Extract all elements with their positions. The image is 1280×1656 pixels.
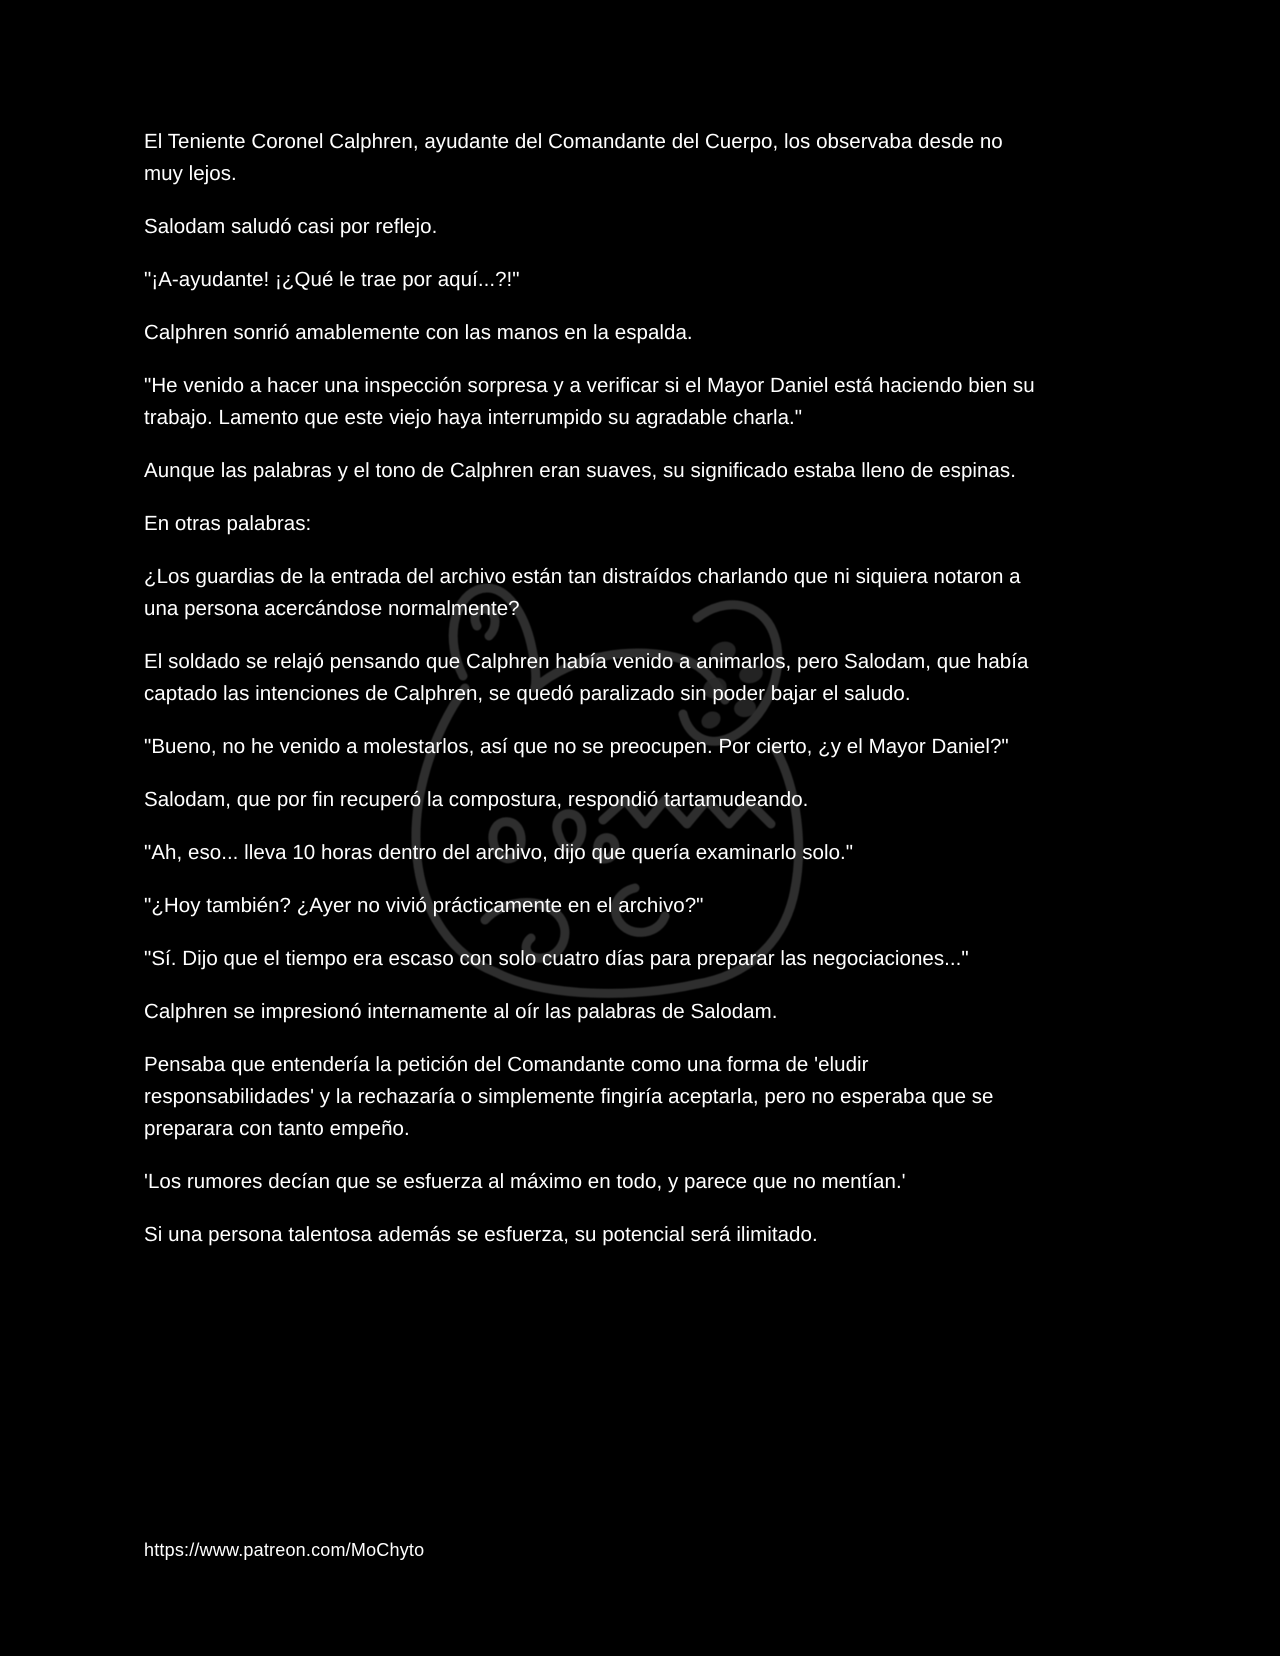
- paragraph: 'Los rumores decían que se esfuerza al máximo en todo, y parece que no mentían.': [144, 1170, 906, 1193]
- paragraph: "Bueno, no he venido a molestarlos, así que no se preocupen. Por cierto, ¿y el Mayor Daniel?": [144, 735, 1009, 758]
- paragraph: "He venido a hacer una inspección sorpresa y a verificar si el Mayor Daniel está haciendo bien su trabajo. Lamento que este viejo haya interrumpido su agradable charla.": [144, 374, 1035, 429]
- paragraph: "¡A-ayudante! ¡¿Qué le trae por aquí...?!": [144, 268, 520, 291]
- paragraph: Pensaba que entendería la petición del Comandante como una forma de 'eludir responsabilidades' y la rechazaría o simplemente fingiría aceptarla, pero no esperaba que se preparara con tanto empeño.: [144, 1053, 994, 1140]
- story-text-column: [144, 126, 1044, 1272]
- paragraph: "Ah, eso... lleva 10 horas dentro del archivo, dijo que quería examinarlo solo.": [144, 841, 854, 864]
- paragraph: Salodam, que por fin recuperó la compostura, respondió tartamudeando.: [144, 788, 809, 811]
- paragraph: Calphren se impresionó internamente al oír las palabras de Salodam.: [144, 1000, 778, 1023]
- paragraph: El Teniente Coronel Calphren, ayudante del Comandante del Cuerpo, los observaba desde no muy lejos.: [144, 130, 1003, 185]
- paragraph: Si una persona talentosa además se esfuerza, su potencial será ilimitado.: [144, 1223, 818, 1246]
- paragraph: ¿Los guardias de la entrada del archivo están tan distraídos charlando que ni siquiera notaron a una persona acercándose normalmente?: [144, 565, 1021, 620]
- paragraph: Aunque las palabras y el tono de Calphren eran suaves, su significado estaba lleno de espinas.: [144, 459, 1016, 482]
- paragraph: Calphren sonrió amablemente con las manos en la espalda.: [144, 321, 693, 344]
- paragraph: "¿Hoy también? ¿Ayer no vivió prácticamente en el archivo?": [144, 894, 704, 917]
- paragraph: En otras palabras:: [144, 512, 312, 535]
- paragraph: "Sí. Dijo que el tiempo era escaso con solo cuatro días para preparar las negociaciones...": [144, 947, 969, 970]
- paragraph: El soldado se relajó pensando que Calphren había venido a animarlos, pero Salodam, que había captado las intenciones de Calphren, se quedó paralizado sin poder bajar el saludo.: [144, 650, 1029, 705]
- paragraph: Salodam saludó casi por reflejo.: [144, 215, 438, 238]
- patreon-link[interactable]: https://www.patreon.com/MoChyto: [144, 1540, 425, 1560]
